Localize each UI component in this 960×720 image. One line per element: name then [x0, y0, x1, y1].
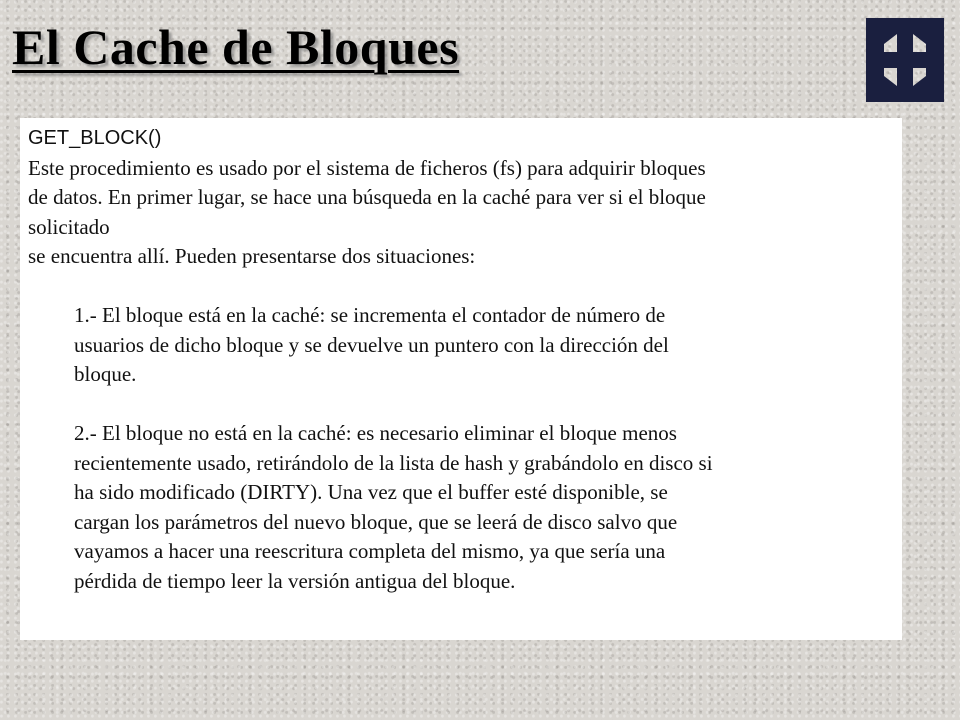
spacer — [28, 390, 894, 420]
case-2-line: vayamos a hacer una reescritura completa del mismo, ya que sería una — [74, 539, 666, 563]
slide-title: El Cache de Bloques — [12, 19, 460, 75]
case-2-line: recientemente usado, retirándolo de la lista de hash y grabándolo en disco si — [74, 450, 713, 475]
case-2-line: 2.- El bloque no está en la caché: es necesario eliminar el bloque menos — [74, 421, 677, 445]
case-2 — [28, 419, 894, 596]
case-1-line: usuarios de dicho bloque y se devuelve un puntero con la dirección del — [74, 332, 669, 357]
case-2-line: cargan los parámetros del nuevo bloque, que se leerá de disco salvo que — [74, 509, 678, 534]
case-1-line: 1.- El bloque está en la caché: se incrementa el contador de número de — [74, 303, 666, 327]
content-box — [20, 118, 902, 640]
case-2-line: pérdida de tiempo leer la versión antigua del bloque. — [74, 568, 516, 593]
procedure-name: GET_BLOCK() — [28, 127, 162, 149]
intro-line: solicitado — [28, 214, 110, 239]
case-1-line: bloque. — [74, 362, 137, 386]
case-2-line: ha sido modificado (DIRTY). Una vez que el buffer esté disponible, se — [74, 480, 668, 504]
intro-line: Este procedimiento es usado por el sistema de ficheros (fs) para adquirir bloques — [28, 155, 706, 180]
spacer — [28, 272, 894, 302]
intro-line: se encuentra allí. Pueden presentarse dos situaciones: — [28, 244, 476, 268]
case-1 — [28, 301, 894, 390]
utn-logo-icon — [862, 14, 948, 106]
intro-line: de datos. En primer lugar, se hace una búsqueda en la caché para ver si el bloque — [28, 185, 706, 209]
